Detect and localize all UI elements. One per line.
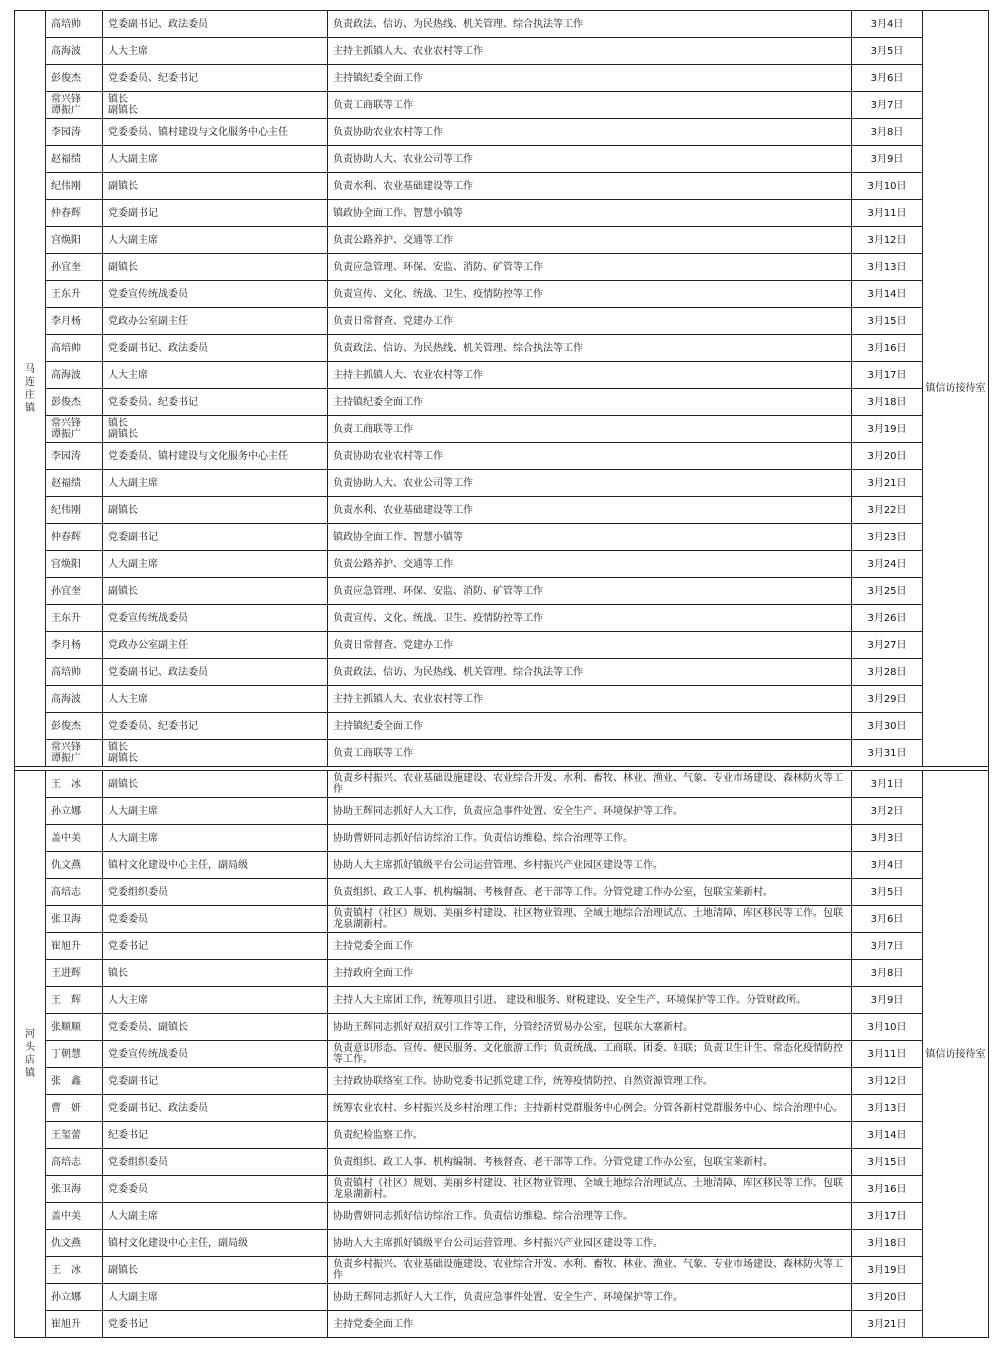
table-row [15,335,989,362]
person-name: 王东升 [46,281,103,308]
duty-description: 负责协助农业农村等工作 [328,119,852,146]
position-title: 人大副主席 [103,798,328,825]
person-name: 王 辉 [46,987,103,1014]
duty-description: 协助人大主席抓好镇级平台公司运营管理、乡村振兴产业园区建设等工作。 [328,1230,852,1257]
duty-description: 主持镇纪委全面工作 [328,389,852,416]
position-title: 人大主席 [103,987,328,1014]
table-row [15,1122,989,1149]
table-row [15,771,989,798]
reception-date: 3月20日 [852,443,923,470]
person-name: 高培志 [46,1149,103,1176]
person-name: 王玺蕾 [46,1122,103,1149]
reception-date: 3月13日 [852,254,923,281]
person-name: 纪伟刚 [46,497,103,524]
duty-description: 负责日常督查、党建办工作 [328,632,852,659]
duty-description: 负责宣传、文化、统战、卫生、疫情防控等工作 [328,281,852,308]
person-name: 高培帅 [46,11,103,38]
duty-description: 主持主抓镇人大、农业农村等工作 [328,362,852,389]
duty-description: 负责政法、信访、为民热线、机关管理、综合执法等工作 [328,11,852,38]
position-title: 镇村文化建设中心主任，副局级 [103,852,328,879]
reception-date: 3月30日 [852,713,923,740]
person-name: 彭俊杰 [46,713,103,740]
position-title: 党委组织委员 [103,879,328,906]
position-title: 党委副书记、政法委员 [103,11,328,38]
reception-place: 镇信访接待室 [923,771,989,1338]
position-title: 党委委员 [103,906,328,933]
person-name: 丁朝慧 [46,1041,103,1068]
table-row [15,605,989,632]
position-title: 党政办公室副主任 [103,632,328,659]
reception-date: 3月15日 [852,1149,923,1176]
table-row [15,740,989,767]
person-name: 高培帅 [46,335,103,362]
person-name: 赵福绩 [46,146,103,173]
table-row [15,1311,989,1338]
position-title: 人大主席 [103,686,328,713]
reception-date: 3月20日 [852,1284,923,1311]
duty-description: 负责乡村振兴、农业基础设施建设、农业综合开发、水利、畜牧、林业、渔业、气象、专业市场建设、森林防火等工作 [328,1257,852,1284]
duty-description: 负责公路养护、交通等工作 [328,551,852,578]
table-row [15,362,989,389]
table-row [15,798,989,825]
reception-date: 3月1日 [852,771,923,798]
duty-description: 负责乡村振兴、农业基础设施建设、农业综合开发、水利、畜牧、林业、渔业、气象、专业市场建设、森林防火等工作 [328,771,852,798]
reception-date: 3月24日 [852,551,923,578]
reception-date: 3月2日 [852,798,923,825]
duty-description: 负责政法、信访、为民热线、机关管理、综合执法等工作 [328,659,852,686]
position-title: 党委副书记、政法委员 [103,659,328,686]
reception-date: 3月12日 [852,227,923,254]
position-title: 副镇长 [103,497,328,524]
table-row [15,1176,989,1203]
position-title: 镇村文化建设中心主任，副局级 [103,1230,328,1257]
table-row [15,308,989,335]
table-row [15,1203,989,1230]
person-name: 高培志 [46,879,103,906]
reception-date: 3月19日 [852,416,923,443]
person-name: 仇文燕 [46,1230,103,1257]
reception-date: 3月11日 [852,1041,923,1068]
position-title: 党委副书记、政法委员 [103,335,328,362]
position-title: 人大副主席 [103,1284,328,1311]
table-row [15,11,989,38]
duty-description: 协助曹妍同志抓好信访综治工作。负责信访维稳、综合治理等工作。 [328,1203,852,1230]
position-title: 镇长 [103,960,328,987]
position-title: 人大副主席 [103,551,328,578]
table-row [15,933,989,960]
duty-description: 负责镇村（社区）规划、美丽乡村建设、社区物业管理、全域土地综合治理试点、土地清障、库区移民等工作。包联龙泉湖新村。 [328,1176,852,1203]
person-name: 王 冰 [46,1257,103,1284]
position-title: 人大主席 [103,362,328,389]
table-row [15,173,989,200]
table-row [15,200,989,227]
reception-date: 3月21日 [852,470,923,497]
table-row [15,632,989,659]
position-title: 党政办公室副主任 [103,308,328,335]
position-title: 党委书记 [103,1311,328,1338]
duty-description: 主持党委全面工作 [328,1311,852,1338]
position-title: 镇长 副镇长 [103,416,328,443]
town-name-cell [15,771,46,1338]
position-title: 人大副主席 [103,1203,328,1230]
person-name: 高培帅 [46,659,103,686]
person-name: 高海波 [46,362,103,389]
person-name: 王 冰 [46,771,103,798]
table-row [15,1041,989,1068]
duty-description: 负责协助人大、农业公司等工作 [328,146,852,173]
duty-description: 协助王辉同志抓好人大工作，负责应急事件处置、安全生产、环境保护等工作。 [328,798,852,825]
reception-date: 3月17日 [852,1203,923,1230]
table-row [15,416,989,443]
reception-date: 3月5日 [852,38,923,65]
reception-date: 3月10日 [852,173,923,200]
reception-date: 3月8日 [852,960,923,987]
position-title: 党委委员 [103,1176,328,1203]
reception-date: 3月8日 [852,119,923,146]
position-title: 党委委员、镇村建设与文化服务中心主任 [103,443,328,470]
duty-description: 负责工商联等工作 [328,92,852,119]
person-name: 仇文燕 [46,852,103,879]
table-row [15,254,989,281]
position-title: 党委副书记 [103,524,328,551]
reception-place: 镇信访接待室 [923,11,989,767]
duty-description: 主持镇纪委全面工作 [328,713,852,740]
reception-date: 3月15日 [852,308,923,335]
duty-description: 主持政府全面工作 [328,960,852,987]
duty-description: 负责政法、信访、为民热线、机关管理、综合执法等工作 [328,335,852,362]
person-name: 孙立娜 [46,1284,103,1311]
duty-description: 负责公路养护、交通等工作 [328,227,852,254]
person-name: 常兴锋 谭振广 [46,416,103,443]
table-row [15,1014,989,1041]
table-row [15,987,989,1014]
table-body [15,11,989,1338]
duty-description: 主持主抓镇人大、农业农村等工作 [328,686,852,713]
position-title: 人大副主席 [103,227,328,254]
person-name: 王进辉 [46,960,103,987]
reception-date: 3月3日 [852,825,923,852]
position-title: 纪委书记 [103,1122,328,1149]
duty-description: 主持镇纪委全面工作 [328,65,852,92]
duty-description: 负责组织、政工人事、机构编制、考核督查、老干部等工作。分管党建工作办公室，包联宝莱新村。 [328,879,852,906]
person-name: 盖中美 [46,825,103,852]
table-row [15,1257,989,1284]
reception-date: 3月23日 [852,524,923,551]
duty-description: 负责纪检监察工作。 [328,1122,852,1149]
reception-date: 3月27日 [852,632,923,659]
person-name: 孙宜奎 [46,578,103,605]
reception-date: 3月9日 [852,987,923,1014]
position-title: 镇长 副镇长 [103,92,328,119]
position-title: 党委委员、副镇长 [103,1014,328,1041]
table-row [15,65,989,92]
person-name: 常兴锋 谭振广 [46,92,103,119]
reception-date: 3月14日 [852,281,923,308]
reception-date: 3月7日 [852,92,923,119]
position-title: 党委宣传统战委员 [103,1041,328,1068]
table-row [15,470,989,497]
person-name: 纪伟刚 [46,173,103,200]
position-title: 党委副书记 [103,200,328,227]
duty-description: 主持主抓镇人大、农业农村等工作 [328,38,852,65]
reception-date: 3月16日 [852,335,923,362]
reception-date: 3月31日 [852,740,923,767]
reception-date: 3月5日 [852,879,923,906]
position-title: 副镇长 [103,771,328,798]
person-name: 孙立娜 [46,798,103,825]
person-name: 张卫海 [46,1176,103,1203]
duty-description: 协助曹妍同志抓好信访综治工作。负责信访维稳、综合治理等工作。 [328,825,852,852]
reception-date: 3月28日 [852,659,923,686]
person-name: 高海波 [46,38,103,65]
duty-description: 协助王辉同志抓好双招双引工作等工作，分管经济贸易办公室，包联东大寨新村。 [328,1014,852,1041]
position-title: 党委书记 [103,933,328,960]
table-row [15,146,989,173]
town-name-cell [15,11,46,767]
table-row [15,686,989,713]
position-title: 副镇长 [103,254,328,281]
reception-date: 3月13日 [852,1095,923,1122]
reception-date: 3月6日 [852,65,923,92]
duty-description: 负责日常督查、党建办工作 [328,308,852,335]
duty-description: 镇政协全面工作、智慧小镇等 [328,524,852,551]
person-name: 张卫海 [46,906,103,933]
position-title: 党委宣传统战委员 [103,281,328,308]
person-name: 李月杨 [46,632,103,659]
person-name: 张 鑫 [46,1068,103,1095]
person-name: 彭俊杰 [46,389,103,416]
duty-description: 主持党委全面工作 [328,933,852,960]
table-row [15,1230,989,1257]
duty-description: 负责意识形态、宣传、便民服务、文化旅游工作；负责统战、工商联、团委、妇联；负责卫生计生、常态化疫情防控等工作。 [328,1041,852,1068]
person-name: 曹 妍 [46,1095,103,1122]
reception-date: 3月22日 [852,497,923,524]
table-row [15,960,989,987]
duty-description: 统筹农业农村、乡村振兴及乡村治理工作；主持新村党群服务中心例会。分管各新村党群服务中心、综合治理中心。 [328,1095,852,1122]
duty-description: 负责应急管理、环保、安监、消防、矿管等工作 [328,254,852,281]
person-name: 崔旭升 [46,1311,103,1338]
reception-date: 3月4日 [852,11,923,38]
person-name: 赵福绩 [46,470,103,497]
position-title: 党委委员、纪委书记 [103,65,328,92]
position-title: 党委委员、纪委书记 [103,389,328,416]
table-row [15,1149,989,1176]
duty-description: 主持政协联络室工作。协助党委书记抓党建工作，统筹疫情防控、自然资源管理工作。 [328,1068,852,1095]
table-row [15,227,989,254]
person-name: 李月杨 [46,308,103,335]
duty-description: 协助王辉同志抓好人大工作，负责应急事件处置、安全生产、环境保护等工作。 [328,1284,852,1311]
position-title: 人大副主席 [103,825,328,852]
position-title: 副镇长 [103,173,328,200]
table-row [15,1284,989,1311]
table-row [15,281,989,308]
table-row [15,389,989,416]
reception-date: 3月7日 [852,933,923,960]
position-title: 副镇长 [103,578,328,605]
duty-description: 镇政协全面工作、智慧小镇等 [328,200,852,227]
table-row [15,713,989,740]
person-name: 彭俊杰 [46,65,103,92]
duty-description: 负责协助农业农村等工作 [328,443,852,470]
reception-schedule-table [14,10,989,1338]
reception-date: 3月21日 [852,1311,923,1338]
person-name: 王东升 [46,605,103,632]
table-row [15,852,989,879]
reception-date: 3月18日 [852,1230,923,1257]
town-name: 马连庄镇 [25,363,35,414]
duty-description: 负责组织、政工人事、机构编制、考核督查、老干部等工作。分管党建工作办公室，包联宝莱新村。 [328,1149,852,1176]
reception-date: 3月19日 [852,1257,923,1284]
reception-date: 3月9日 [852,146,923,173]
position-title: 副镇长 [103,1257,328,1284]
position-title: 人大副主席 [103,146,328,173]
town-name: 河头店镇 [25,1029,35,1079]
duty-description: 负责镇村（社区）规划、美丽乡村建设、社区物业管理、全域土地综合治理试点、土地清障、库区移民等工作。包联龙泉湖新村。 [328,906,852,933]
position-title: 党委副书记 [103,1068,328,1095]
duty-description: 负责工商联等工作 [328,416,852,443]
table-row [15,38,989,65]
position-title: 党委组织委员 [103,1149,328,1176]
table-row [15,443,989,470]
duty-description: 负责宣传、文化、统战、卫生、疫情防控等工作 [328,605,852,632]
table-row [15,497,989,524]
duty-description: 负责协助人大、农业公司等工作 [328,470,852,497]
person-name: 宫焕阳 [46,551,103,578]
duty-description: 负责水利、农业基础建设等工作 [328,173,852,200]
position-title: 党委委员、镇村建设与文化服务中心主任 [103,119,328,146]
table-row [15,1068,989,1095]
reception-date: 3月29日 [852,686,923,713]
reception-date: 3月14日 [852,1122,923,1149]
table-row [15,825,989,852]
duty-description: 协助人大主席抓好镇级平台公司运营管理、乡村振兴产业园区建设等工作。 [328,852,852,879]
duty-description: 主持人大主席团工作，统筹项目引进、 建设和服务、财税建设、安全生产、环境保护等工作。分管财政所。 [328,987,852,1014]
person-name: 李园涛 [46,119,103,146]
table-row [15,578,989,605]
person-name: 仲春辉 [46,524,103,551]
person-name: 张顺顺 [46,1014,103,1041]
reception-date: 3月12日 [852,1068,923,1095]
table-row [15,551,989,578]
reception-date: 3月18日 [852,389,923,416]
table-row [15,659,989,686]
person-name: 崔旭升 [46,933,103,960]
person-name: 盖中美 [46,1203,103,1230]
reception-date: 3月25日 [852,578,923,605]
reception-date: 3月6日 [852,906,923,933]
duty-description: 负责工商联等工作 [328,740,852,767]
position-title: 党委宣传统战委员 [103,605,328,632]
position-title: 党委副书记、政法委员 [103,1095,328,1122]
position-title: 人大主席 [103,38,328,65]
person-name: 高海波 [46,686,103,713]
position-title: 党委委员、纪委书记 [103,713,328,740]
table-row [15,1095,989,1122]
table-row [15,119,989,146]
person-name: 仲春辉 [46,200,103,227]
person-name: 常兴锋 谭振广 [46,740,103,767]
person-name: 宫焕阳 [46,227,103,254]
reception-date: 3月17日 [852,362,923,389]
person-name: 孙宜奎 [46,254,103,281]
table-row [15,879,989,906]
duty-description: 负责水利、农业基础建设等工作 [328,497,852,524]
reception-date: 3月16日 [852,1176,923,1203]
position-title: 镇长 副镇长 [103,740,328,767]
reception-date: 3月4日 [852,852,923,879]
reception-date: 3月10日 [852,1014,923,1041]
reception-date: 3月11日 [852,200,923,227]
table-row [15,92,989,119]
position-title: 人大副主席 [103,470,328,497]
person-name: 李园涛 [46,443,103,470]
table-row [15,906,989,933]
reception-date: 3月26日 [852,605,923,632]
duty-description: 负责应急管理、环保、安监、消防、矿管等工作 [328,578,852,605]
table-row [15,524,989,551]
